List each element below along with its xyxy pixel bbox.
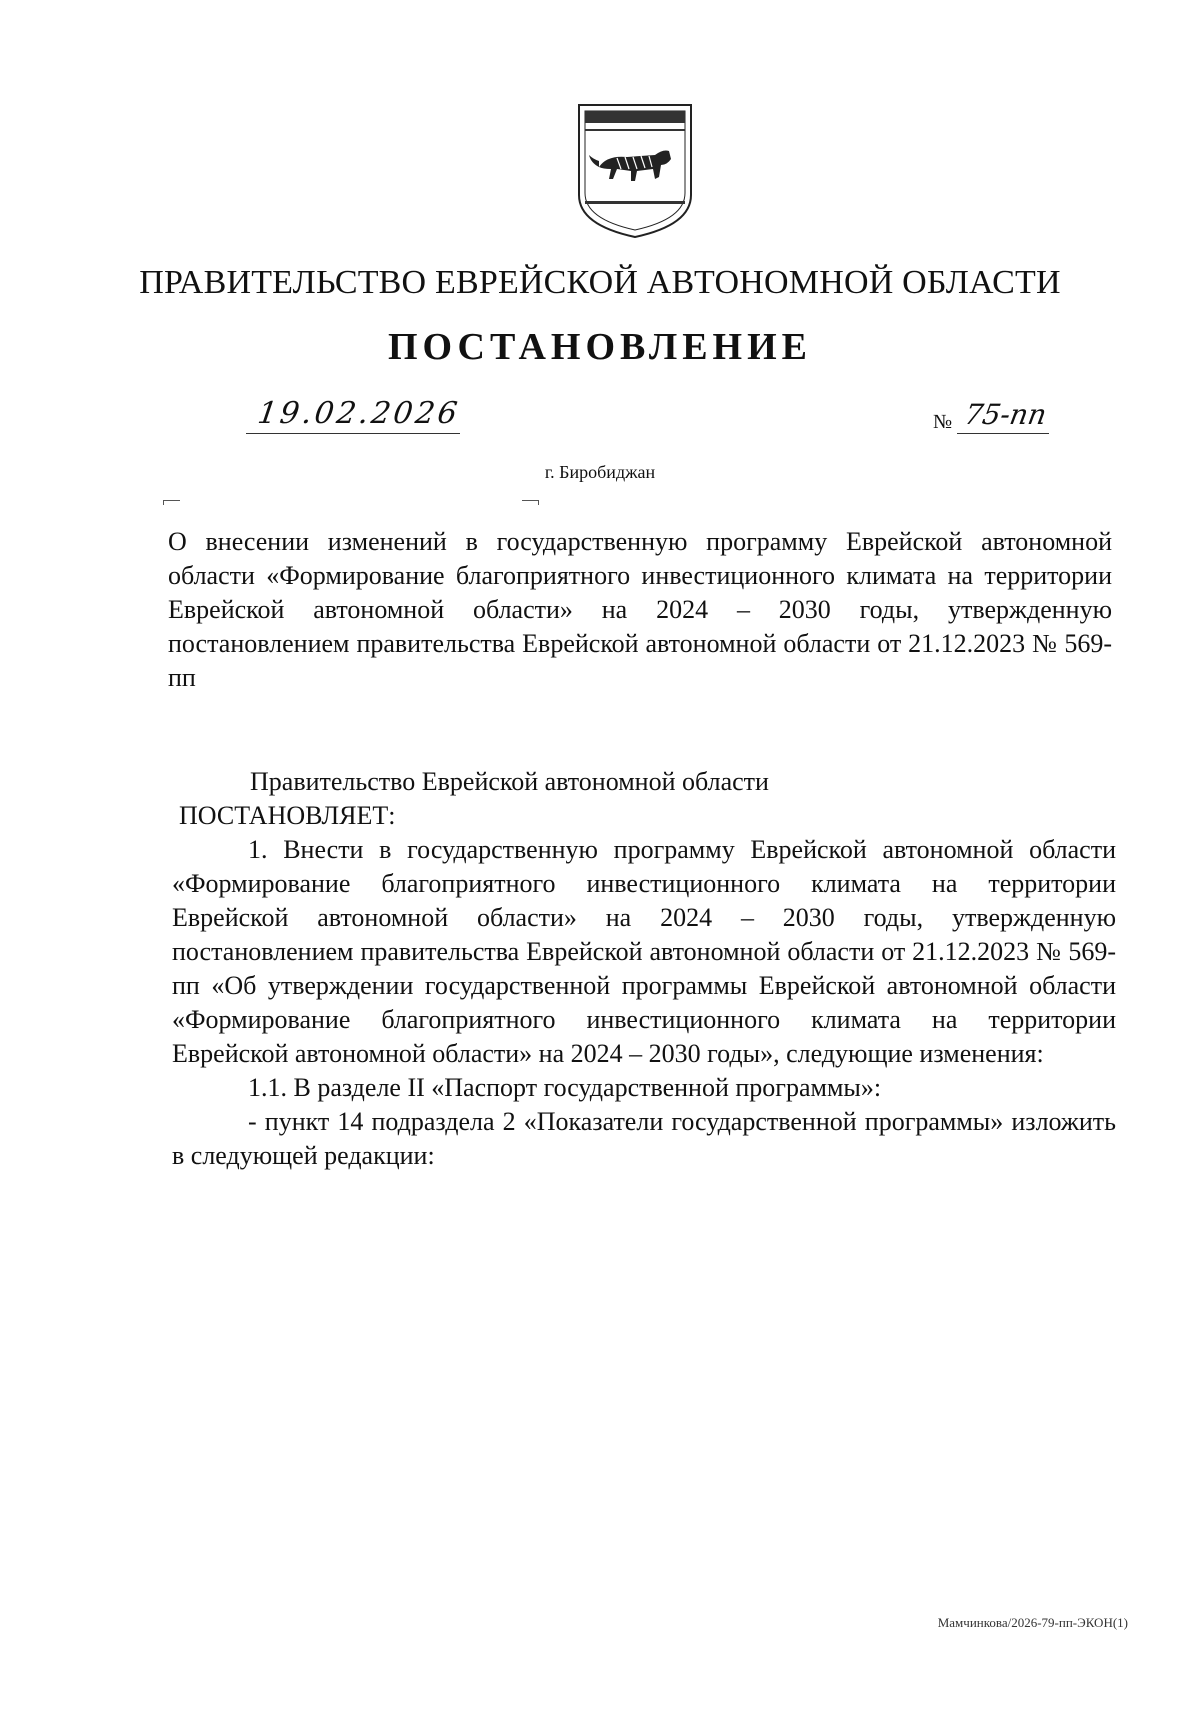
document-type-title: ПОСТАНОВЛЕНИЕ [387, 326, 813, 368]
title-corner-mark-right [522, 500, 539, 505]
coat-of-arms-emblem [577, 103, 693, 239]
title-corner-mark-left [163, 500, 180, 505]
resolution-body [172, 833, 1116, 1173]
number-field [957, 395, 1049, 434]
handwritten-date: 19.02.2026 [255, 396, 463, 431]
paragraph-1-1: 1.1. В разделе II «Паспорт государственной программы»: [248, 1073, 882, 1102]
city-name: г. Биробиджан [544, 462, 656, 482]
paragraph-1: 1. Внести в государственную программу Еврейской автономной области «Формирование благоприятного инвестиционного климата на территории Еврейской автономной области» на 2024 – 2030 годы, утвержденную постановлением правительства Еврейской автономной области от 21.12.2023 № 569-пп «Об утверждении государственной программы Еврейской автономной области «Формирование благоприятного инвестиционного климата на территории Еврейской автономной области» на 2024 – 2030 годы», следующие изменения: [172, 835, 1116, 1068]
number-sign: № [933, 411, 953, 433]
government-name: ПРАВИТЕЛЬСТВО ЕВРЕЙСКОЙ АВТОНОМНОЙ ОБЛАСТИ [139, 264, 1061, 301]
preamble-government: Правительство Еврейской автономной области [250, 767, 769, 796]
paragraph-1-1-item: - пункт 14 подраздела 2 «Показатели государственной программы» изложить в следующей редакции: [172, 1107, 1116, 1170]
date-field [246, 395, 463, 434]
preamble-decree: ПОСТАНОВЛЯЕТ: [179, 801, 396, 830]
footer-registration-mark: Мамчинкова/2026-79-пп-ЭКОН(1) [937, 1615, 1128, 1630]
handwritten-number: 75-пп [962, 398, 1050, 431]
resolution-title: О внесении изменений в государственную программу Еврейской автономной области «Формирование благоприятного инвестиционного климата на территории Еврейской автономной области» на 2024 – 2030 годы, утвержденную постановлением правительства Еврейской автономной области от 21.12.2023 № 569-пп [168, 527, 1112, 692]
